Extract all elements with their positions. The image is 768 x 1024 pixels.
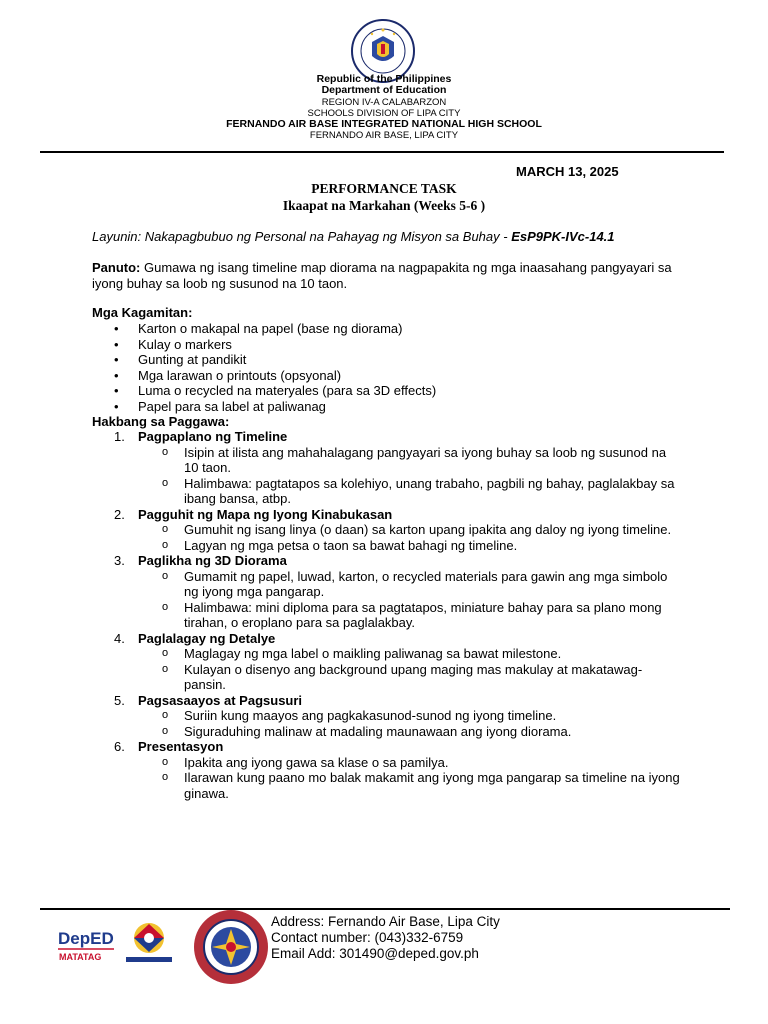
circle-bullet-icon: o [162,600,169,613]
circle-bullet-icon: o [162,569,169,582]
sub-item-text: Ipakita ang iyong gawa sa klase o sa pamilya. [184,754,449,770]
sub-item-text: Lagyan ng mga petsa o taon sa bawat bahagi ng timeline. [184,537,518,553]
objective-text: : Nakapagbubuo ng Personal na Pahayag ng Misyon sa Buhay - [137,229,512,244]
sub-item-text: Gumamit ng papel, luwad, karton, o recycled materials para gawin ang mga simbolo ng iyong mga pangarap. [184,568,668,599]
sub-item [92,755,682,771]
material-text: Mga larawan o printouts (opsyonal) [138,367,342,383]
list-item [92,352,652,368]
sub-item-text: Maglagay ng mga label o maikling paliwanag sa bawat milestone. [184,646,562,661]
circle-bullet-icon: o [162,476,169,489]
school-seal-icon [192,908,270,986]
sub-item [92,522,682,538]
step-title-text: Presentasyon [138,739,224,754]
procedure-step [92,739,682,801]
step-number: 6. [114,739,125,754]
objective-label: Layunin [92,229,138,244]
procedure-step [92,429,682,507]
step-number: 4. [114,630,125,646]
step-title-text: Paglikha ng 3D Diorama [138,553,287,568]
list-item [92,337,652,353]
step-number: 2. [114,506,125,522]
sub-item-text: Halimbawa: pagtatapos sa kolehiyo, unang trabaho, pagbili ng bahay, paglalakbay sa ibang bansa, atbp. [184,475,675,506]
step-title [92,631,682,647]
bullet-icon: • [114,383,119,398]
bullet-icon: • [114,321,119,336]
document-date: MARCH 13, 2025 [516,164,619,179]
deped-matatag-logo [56,926,118,966]
sub-item [92,662,682,693]
sub-item [92,770,682,801]
country-name: Republic of the Philippines [316,73,452,85]
circle-bullet-icon: o [162,724,169,737]
footer-email: Email Add: 301490@deped.gov.ph [271,946,479,961]
circle-bullet-icon: o [162,445,169,458]
sub-item-text: Isipin at ilista ang mahahalagang pangyayari sa iyong buhay sa loob ng susunod na 10 taon. [184,444,667,475]
step-number: 1. [114,429,125,444]
procedure-step [92,693,682,740]
document-subtitle: Ikaapat na Markahan (Weeks 5-6 ) [282,198,486,213]
sub-item-text: Siguraduhing malinaw at madaling maunawaan ang iyong diorama. [184,723,572,739]
footer-address: Address: Fernando Air Base, Lipa City [271,914,500,929]
material-text: Kulay o markers [138,336,232,352]
step-title [92,507,682,523]
header-divider [40,151,724,153]
procedure-heading: Hakbang sa Paggawa: [92,414,230,429]
step-title [92,739,682,755]
title-block [0,180,768,214]
sub-item [92,708,682,724]
sub-item-text: Gumuhit ng isang linya (o daan) sa karton upang ipakita ang daloy ng iyong timeline. [184,522,672,537]
region-name: REGION IV-A CALABARZON [321,96,447,108]
objective-paragraph [92,229,672,245]
circle-bullet-icon: o [162,709,169,721]
school-name: FERNANDO AIR BASE INTEGRATED NATIONAL HIGH SCHOOL [226,118,542,131]
procedure-steps [92,429,682,801]
material-text: Karton o makapal na papel (base ng diorama) [138,321,403,336]
circle-bullet-icon: o [162,771,169,783]
footer-divider [40,908,730,910]
sub-item-text: Ilarawan kung paano mo balak makamit ang iyong mga pangarap sa timeline na iyong ginawa. [184,770,680,801]
step-title-text: Pagpaplano ng Timeline [138,429,288,444]
step-title [92,553,682,569]
material-text: Luma o recycled na materyales (para sa 3D effects) [138,383,437,398]
materials-list [92,321,652,414]
material-text: Papel para sa label at paliwanag [138,398,326,414]
bullet-icon: • [114,398,119,414]
sub-item [92,646,682,662]
document-title: PERFORMANCE TASK [311,181,457,196]
instructions-paragraph [92,260,672,291]
step-title-text: Paglalagay ng Detalye [138,630,276,646]
list-item [92,399,652,415]
procedure-step [92,553,682,631]
sub-item [92,600,682,631]
sub-item-text: Halimbawa: mini diploma para sa pagtatapos, miniature bahay para sa plano mong tirahan, o eroplano para sa paglalakbay. [184,599,662,630]
sub-item [92,724,682,740]
step-title-text: Pagsasaayos at Pagsusuri [138,692,303,708]
sub-item-text: Suriin kung maayos ang pagkakasunod-sunod ng iyong timeline. [184,708,557,723]
circle-bullet-icon: o [162,755,169,768]
circle-bullet-icon: o [162,523,169,535]
division-name: SCHOOLS DIVISION OF LIPA CITY [307,107,461,119]
sub-item [92,538,682,554]
department-name: Department of Education [321,84,447,97]
step-title-text: Pagguhit ng Mapa ng Iyong Kinabukasan [138,506,393,522]
bullet-icon: • [114,352,119,367]
list-item [92,368,652,384]
instructions-text: Gumawa ng isang timeline map diorama na nagpapakita ng mga inaasahang pangyayari sa iyong buhay sa loob ng susunod na 10 taon. [92,260,672,291]
deped-wordmark: DepED [58,929,114,948]
procedure-step [92,507,682,554]
material-text: Gunting at pandikit [138,352,247,367]
sub-item-text: Kulayan o disenyo ang background upang maging mas makulay at makatawag-pansin. [184,661,643,692]
footer-contact-info [271,914,500,962]
procedure-step [92,631,682,693]
letterhead [0,74,768,142]
bullet-icon: • [114,336,119,352]
sub-item [92,569,682,600]
objective-code: EsP9PK-IVc-14.1 [511,229,615,244]
step-number: 3. [114,553,125,568]
step-title [92,429,682,445]
footer-contact-number: Contact number: (043)332-6759 [271,930,464,945]
circle-bullet-icon: o [162,647,169,659]
step-title [92,693,682,709]
list-item [92,321,652,337]
step-number: 5. [114,692,125,708]
circle-bullet-icon: o [162,538,169,551]
sub-item [92,445,682,476]
bagong-pilipinas-logo [120,920,178,966]
list-item [92,383,652,399]
materials-heading: Mga Kagamitan: [92,305,193,320]
instructions-label: Panuto: [92,260,141,275]
matatag-wordmark: MATATAG [59,952,102,962]
school-location: FERNANDO AIR BASE, LIPA CITY [309,130,459,142]
bullet-icon: • [114,367,119,383]
circle-bullet-icon: o [162,662,169,675]
sub-item [92,476,682,507]
